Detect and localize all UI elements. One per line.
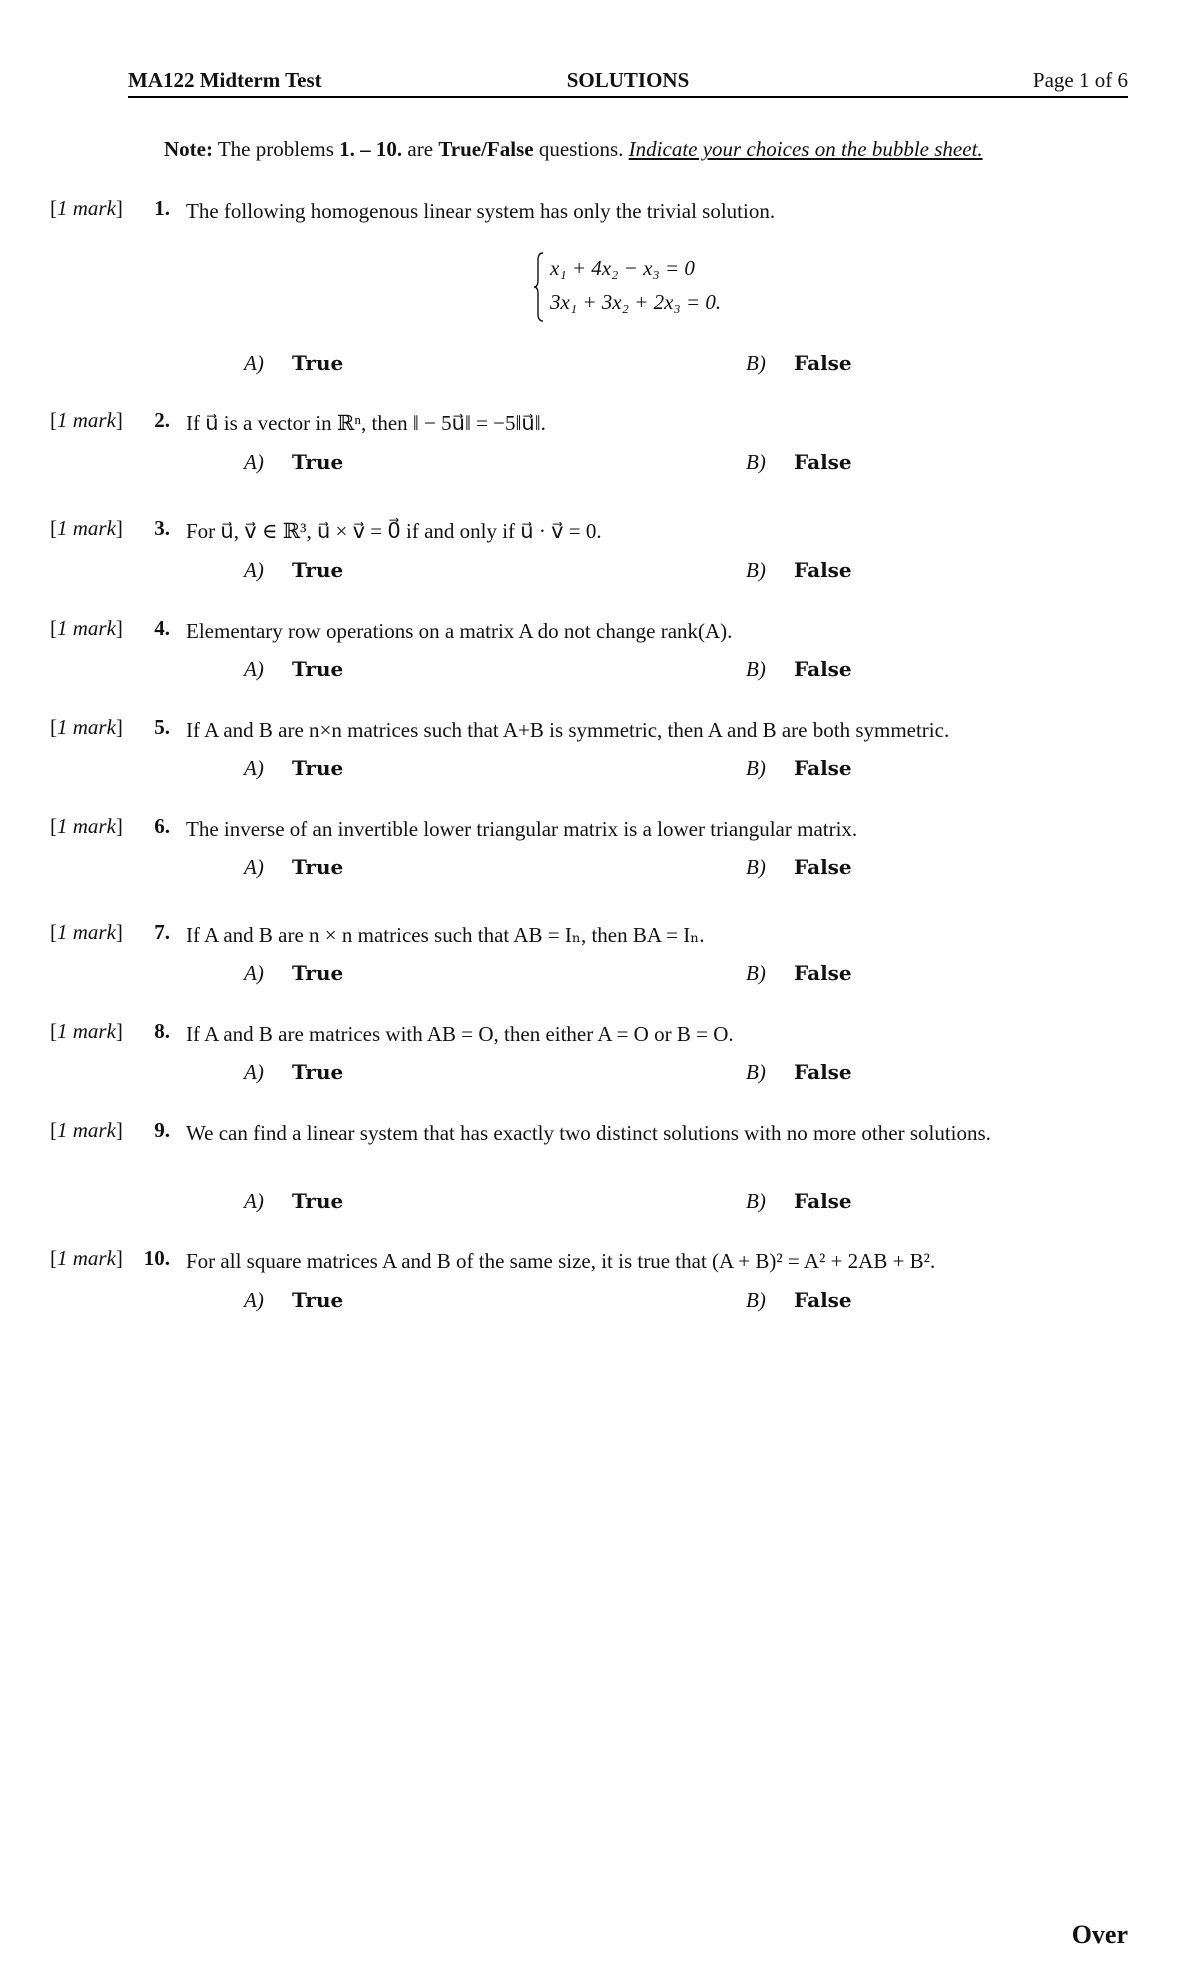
option-false-7[interactable]	[746, 961, 852, 986]
option-a-value: True	[292, 450, 344, 474]
option-true-5[interactable]	[244, 756, 343, 781]
option-false-8[interactable]	[746, 1060, 852, 1085]
question-text: If A and B are n×n matrices such that A+B is symmetric, then A and B are both symmetric.	[186, 718, 950, 742]
option-false-3[interactable]	[746, 558, 852, 583]
option-a-label: A)	[244, 1060, 264, 1084]
option-a-value: True	[292, 756, 344, 780]
solutions-title: SOLUTIONS	[566, 68, 690, 92]
option-a-label: A)	[244, 1288, 264, 1312]
option-b-label: B)	[746, 756, 766, 780]
mark-label: [1 mark]	[50, 408, 123, 432]
option-a-value: True	[292, 1060, 344, 1084]
note-text-post: questions.	[538, 137, 624, 161]
option-b-value: False	[794, 657, 852, 681]
question-number: 4.	[154, 616, 170, 640]
question-number: 9.	[154, 1118, 170, 1142]
option-true-7[interactable]	[244, 961, 343, 986]
note-text-mid: are	[407, 137, 434, 161]
option-b-value: False	[794, 1189, 852, 1213]
mark-label: [1 mark]	[50, 516, 123, 540]
over-label: Over	[1071, 1920, 1128, 1949]
question-text: For u⃗, v⃗ ∈ ℝ³, u⃗ × v⃗ = 0⃗ if and only if u⃗ · v⃗ = 0.	[186, 519, 602, 543]
option-true-8[interactable]	[244, 1060, 343, 1085]
question-text: For all square matrices A and B of the same size, it is true that (A + B)² = A² + 2AB + B².	[186, 1249, 936, 1273]
question-text: If A and B are matrices with AB = O, then either A = O or B = O.	[186, 1022, 734, 1046]
mark-label: [1 mark]	[50, 616, 123, 640]
option-true-6[interactable]	[244, 855, 343, 880]
option-a-value: True	[292, 657, 344, 681]
option-b-label: B)	[746, 558, 766, 582]
option-a-value: True	[292, 1189, 344, 1213]
option-a-label: A)	[244, 855, 264, 879]
option-a-label: A)	[244, 558, 264, 582]
option-a-label: A)	[244, 961, 264, 985]
page-header	[128, 66, 1128, 98]
question-text: The following homogenous linear system has only the trivial solution.	[186, 199, 776, 223]
question-number: 8.	[154, 1019, 170, 1043]
option-b-label: B)	[746, 855, 766, 879]
mark-label: [1 mark]	[50, 1246, 123, 1270]
mark-label: [1 mark]	[50, 1019, 123, 1043]
option-b-value: False	[794, 351, 852, 375]
option-false-9[interactable]	[746, 1189, 852, 1214]
question-number: 3.	[154, 516, 170, 540]
option-b-value: False	[794, 961, 852, 985]
option-a-value: True	[292, 855, 344, 879]
question-number: 5.	[154, 715, 170, 739]
question-number: 6.	[154, 814, 170, 838]
option-true-9[interactable]	[244, 1189, 343, 1214]
option-false-2[interactable]	[746, 450, 852, 475]
question-text: The inverse of an invertible lower triangular matrix is a lower triangular matrix.	[186, 817, 858, 841]
option-a-label: A)	[244, 1189, 264, 1213]
option-a-label: A)	[244, 756, 264, 780]
option-a-value: True	[292, 351, 344, 375]
option-true-10[interactable]	[244, 1288, 343, 1313]
equation-1: x₁ + 4x₂ − x₃ = 0	[550, 256, 695, 280]
option-b-label: B)	[746, 657, 766, 681]
question-number: 10.	[143, 1246, 170, 1270]
question-text: If u⃗ is a vector in ℝⁿ, then ‖ − 5u⃗‖ = −5‖u⃗‖.	[186, 411, 546, 435]
option-a-value: True	[292, 961, 344, 985]
course-title: MA122 Midterm Test	[128, 68, 322, 92]
option-true-1[interactable]	[244, 351, 343, 376]
linear-system	[534, 252, 794, 324]
option-b-value: False	[794, 1060, 852, 1084]
question-number: 7.	[154, 920, 170, 944]
option-b-label: B)	[746, 1288, 766, 1312]
note-range: 1. – 10.	[339, 137, 403, 161]
note-type: True/False	[438, 137, 534, 161]
mark-label: [1 mark]	[50, 196, 123, 220]
option-a-value: True	[292, 558, 344, 582]
option-a-label: A)	[244, 351, 264, 375]
question-text: If A and B are n × n matrices such that AB = Iₙ, then BA = Iₙ.	[186, 923, 705, 947]
option-b-value: False	[794, 450, 852, 474]
option-b-value: False	[794, 1288, 852, 1312]
option-b-label: B)	[746, 450, 766, 474]
option-a-label: A)	[244, 450, 264, 474]
note-instruction: Indicate your choices on the bubble sheet.	[628, 137, 983, 161]
option-b-label: B)	[746, 1060, 766, 1084]
option-b-value: False	[794, 855, 852, 879]
option-b-value: False	[794, 756, 852, 780]
question-text: Elementary row operations on a matrix A do not change rank(A).	[186, 619, 733, 643]
option-false-1[interactable]	[746, 351, 852, 376]
note-text-pre: The problems	[217, 137, 334, 161]
option-false-4[interactable]	[746, 657, 852, 682]
option-b-value: False	[794, 558, 852, 582]
mark-label: [1 mark]	[50, 715, 123, 739]
option-false-6[interactable]	[746, 855, 852, 880]
option-a-value: True	[292, 1288, 344, 1312]
mark-label: [1 mark]	[50, 920, 123, 944]
question-text: We can find a linear system that has exactly two distinct solutions with no more other solutions.	[186, 1121, 991, 1145]
mark-label: [1 mark]	[50, 1118, 123, 1142]
option-b-label: B)	[746, 351, 766, 375]
page-number: Page 1 of 6	[1032, 68, 1128, 92]
option-true-3[interactable]	[244, 558, 343, 583]
mark-label: [1 mark]	[50, 814, 123, 838]
option-true-4[interactable]	[244, 657, 343, 682]
note-label: Note:	[164, 137, 213, 161]
option-true-2[interactable]	[244, 450, 343, 475]
option-false-10[interactable]	[746, 1288, 852, 1313]
option-b-label: B)	[746, 1189, 766, 1213]
option-b-label: B)	[746, 961, 766, 985]
question-number: 2.	[154, 408, 170, 432]
option-a-label: A)	[244, 657, 264, 681]
equation-2: 3x₁ + 3x₂ + 2x₃ = 0.	[550, 290, 722, 314]
instructions-note	[164, 137, 1164, 162]
question-number: 1.	[154, 196, 170, 220]
left-brace-icon	[534, 252, 544, 322]
option-false-5[interactable]	[746, 756, 852, 781]
